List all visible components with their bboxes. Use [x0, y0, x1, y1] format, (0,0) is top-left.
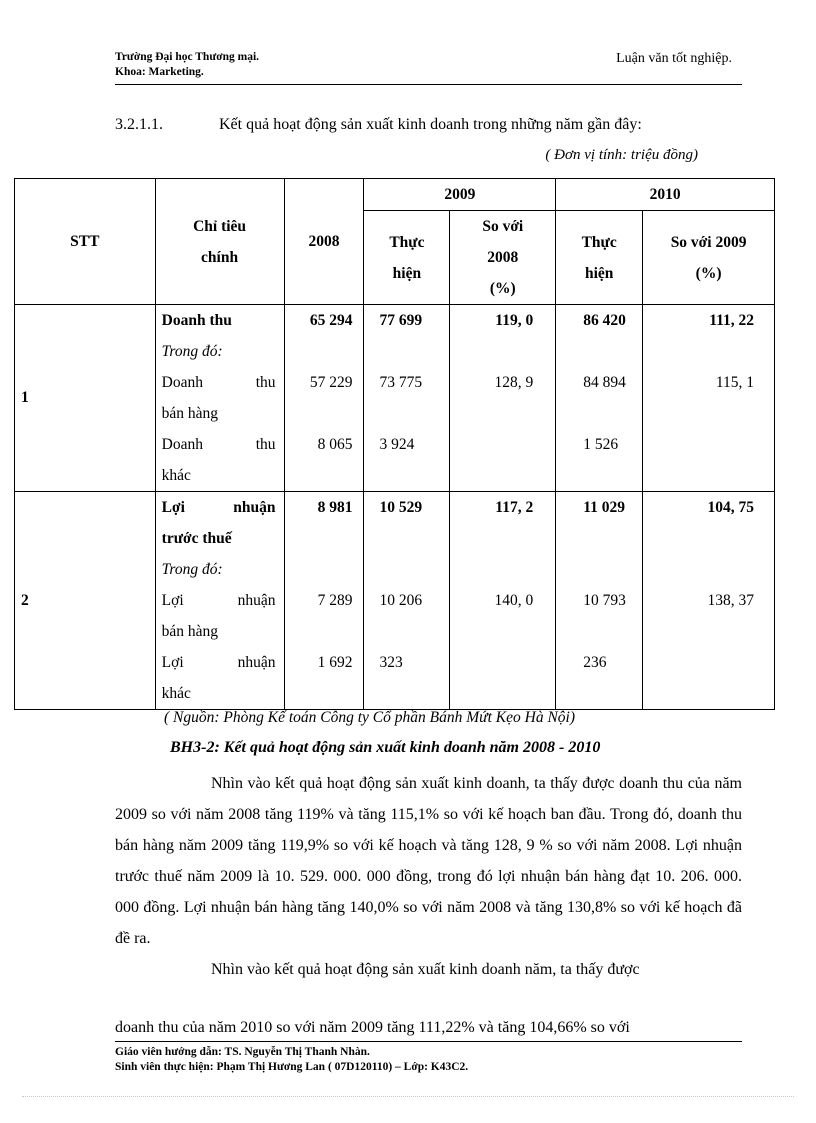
header-vs2009-line2: (%)	[695, 264, 722, 282]
header-indicator	[155, 179, 284, 305]
value: 77 699	[379, 312, 423, 329]
indicator-sub1-line2: bán hàng	[161, 405, 219, 422]
value: 138, 37	[707, 592, 754, 609]
value: 84 894	[583, 374, 626, 391]
word: Lợi	[161, 654, 184, 671]
word: thu	[255, 374, 276, 391]
cell-2008	[284, 305, 364, 492]
word: Doanh	[161, 374, 203, 391]
value: 57 229	[309, 374, 353, 391]
header-vs2008-line2: 2008	[487, 249, 519, 266]
cell-2010-actual	[556, 305, 643, 492]
results-table	[14, 178, 775, 710]
value: 111, 22	[709, 312, 754, 329]
table-caption: BH3-2: Kết quả hoạt động sản xuất kinh doanh năm 2008 - 2010	[170, 739, 601, 756]
table-row-profit	[15, 492, 775, 710]
school-name: Trường Đại học Thương mại.	[115, 51, 260, 63]
value: 1 526	[583, 436, 619, 453]
value: 117, 2	[495, 499, 534, 516]
header-2009: 2009	[364, 179, 556, 211]
header-left	[115, 50, 259, 80]
header-indicator-line2: chính	[201, 248, 239, 266]
header-actual-line1: Thực	[389, 233, 425, 251]
cell-2010-pct	[643, 305, 775, 492]
header-actual-line2: hiện	[392, 264, 422, 282]
value: 8 065	[317, 436, 353, 453]
advisor-line: Giáo viên hướng dẫn: TS. Nguyễn Thị Thanh Nhàn.	[115, 1046, 370, 1058]
cell-2009-pct	[450, 305, 556, 492]
indicator-sub1-line2: bán hàng	[161, 623, 219, 640]
indicator-main-line2: trước thuế	[161, 530, 232, 547]
value: 10 793	[583, 592, 626, 609]
section-title	[115, 116, 642, 134]
body-text	[115, 768, 742, 985]
word: thu	[255, 436, 276, 453]
section-number: 3.2.1.1.	[115, 116, 163, 133]
row-indicator	[155, 305, 284, 492]
word: Lợi	[161, 592, 184, 609]
header-2009-actual	[364, 211, 450, 305]
indicator-main: Doanh thu	[161, 312, 232, 329]
cell-2008	[284, 492, 364, 710]
word: nhuận	[233, 499, 276, 516]
value: 10 529	[379, 499, 423, 516]
page-header	[115, 50, 742, 85]
indicator-in-which: Trong đó:	[161, 561, 223, 578]
unit-note: ( Đơn vị tính: triệu đồng)	[545, 147, 698, 163]
value: 8 981	[317, 499, 353, 516]
table-row-revenue	[15, 305, 775, 492]
value: 73 775	[379, 374, 423, 391]
page-footer	[115, 1045, 468, 1075]
cell-2009-pct	[450, 492, 556, 710]
value: 65 294	[309, 312, 353, 329]
word: nhuận	[237, 592, 276, 609]
value: 115, 1	[715, 374, 754, 391]
cell-2009-actual	[364, 305, 450, 492]
value: 236	[583, 654, 607, 671]
header-2010-actual	[556, 211, 643, 305]
indicator-sub2-line1	[162, 647, 276, 678]
row-indicator	[155, 492, 284, 710]
word: nhuận	[237, 654, 276, 671]
indicator-sub1-line1	[162, 585, 276, 616]
header-2010: 2010	[556, 179, 775, 211]
value: 3 924	[379, 436, 415, 453]
header-2010-vs-2009	[643, 211, 775, 305]
indicator-sub1-line1	[162, 367, 276, 398]
header-actual-line1: Thực	[581, 233, 617, 251]
value: 323	[379, 654, 403, 671]
value: 119, 0	[495, 312, 534, 329]
header-stt: STT	[15, 179, 156, 305]
student-line: Sinh viên thực hiện: Phạm Thị Hương Lan ( 07D120110) – Lớp: K43C2.	[115, 1061, 469, 1073]
row-stt: 2	[15, 492, 156, 710]
value: 86 420	[583, 312, 626, 329]
paragraph: Nhìn vào kết quả hoạt động sản xuất kinh doanh, ta thấy được doanh thu của năm 2009 so với năm 2008 tăng 119% và tăng 115,1% so với kế hoạch ban đầu. Trong đó, doanh thu bán hàng năm 2009 tăng 119,9% so với kế hoạch và tăng 128, 9 % so với năm 2008. Lợi nhuận trước thuế năm 2009 là 10. 529. 000. 000 đồng, trong đó lợi nhuận bán hàng đạt 10. 206. 000. 000 đồng. Lợi nhuận bán hàng tăng 140,0% so với năm 2008 và tăng 130,8% so với kế hoạch đã đề ra.	[115, 775, 742, 947]
indicator-sub2-line2: khác	[161, 685, 191, 702]
faculty-name: Khoa: Marketing.	[115, 66, 204, 78]
paragraph: Nhìn vào kết quả hoạt động sản xuất kinh doanh năm, ta thấy được	[211, 961, 640, 978]
header-vs2008-line1: So với	[482, 218, 524, 235]
indicator-sub2-line2: khác	[161, 467, 191, 484]
value: 128, 9	[494, 374, 534, 391]
header-vs2008-line3: (%)	[489, 280, 516, 297]
indicator-sub2-line1	[162, 429, 276, 460]
paragraph-continuation: doanh thu của năm 2010 so với năm 2009 tăng 111,22% và tăng 104,66% so với	[115, 1019, 742, 1042]
source-note: ( Nguồn: Phòng Kế toán Công ty Cổ phần Bánh Mứt Kẹo Hà Nội)	[164, 709, 575, 726]
value: 7 289	[317, 592, 353, 609]
word: Doanh	[161, 436, 203, 453]
value: 104, 75	[707, 499, 754, 516]
cell-2010-pct	[643, 492, 775, 710]
indicator-in-which: Trong đó:	[161, 343, 223, 360]
header-indicator-line1: Chỉ tiêu	[193, 217, 247, 235]
value: 1 692	[317, 654, 353, 671]
value: 11 029	[583, 499, 625, 516]
header-vs2009-line1: So với 2009	[670, 233, 747, 251]
cell-2010-actual	[556, 492, 643, 710]
indicator-main-line1	[162, 492, 276, 523]
value: 10 206	[379, 592, 423, 609]
word: Lợi	[161, 499, 185, 516]
section-title-text: Kết quả hoạt động sản xuất kinh doanh trong những năm gần đây:	[219, 116, 642, 133]
header-2009-vs-2008	[450, 211, 556, 305]
cell-2009-actual	[364, 492, 450, 710]
header-2008: 2008	[284, 179, 364, 305]
header-actual-line2: hiện	[584, 264, 614, 282]
page-bottom-divider	[22, 1096, 794, 1097]
row-stt: 1	[15, 305, 156, 492]
value: 140, 0	[494, 592, 534, 609]
document-type: Luận văn tốt nghiệp.	[616, 51, 732, 66]
